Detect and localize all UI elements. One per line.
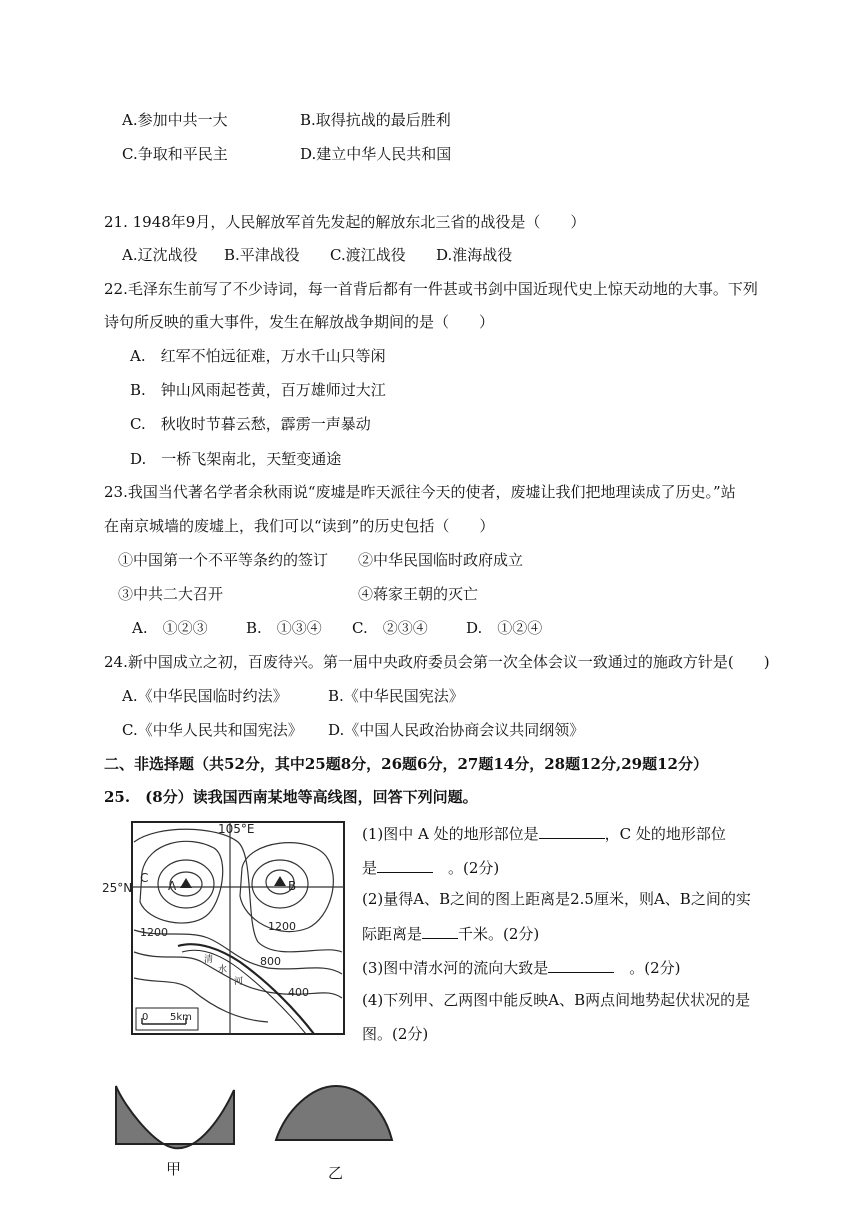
q23-item-1: ①中国第一个不平等条约的签订 <box>118 551 329 569</box>
q25-part2-line2 <box>362 922 539 944</box>
contour-label-400: 400 <box>288 986 309 999</box>
profile-yi <box>272 1080 398 1192</box>
q25-stem: 25. (8分）读我国西南某地等高线图，回答下列问题。 <box>104 788 478 806</box>
q25-part3 <box>362 956 681 978</box>
river-label-1: 清 <box>204 955 214 965</box>
q23-item-2: ②中华民国临时政府成立 <box>358 551 524 569</box>
q22-option-c: C. 秋收时节暮云愁，霹雳一声暴动 <box>130 415 371 433</box>
contour-map <box>102 812 354 1048</box>
q25-part1-line2 <box>362 856 499 878</box>
q25-p2-text-c: 千米。(2分) <box>458 925 540 943</box>
q24-option-c: C.《中华人民共和国宪法》 <box>122 721 303 739</box>
q25-part1-line1 <box>362 822 726 844</box>
q20-option-d: D.建立中华人民共和国 <box>300 145 452 163</box>
q23-item-4: ④蒋家王朝的灭亡 <box>358 585 479 603</box>
q22-option-b: B. 钟山风雨起苍黄，百万雄师过大江 <box>130 381 386 399</box>
q24-option-b: B.《中华民国宪法》 <box>328 687 464 705</box>
contour-label-1200-left: 1200 <box>140 926 168 939</box>
q25-p1-text-c: 是 <box>362 859 378 877</box>
q25-part2-line1: (2)量得A、B之间的图上距离是2.5厘米，则A、B之间的实 <box>362 890 751 908</box>
profile-jia-valley <box>116 1086 234 1148</box>
q21-option-d: D.淮海战役 <box>436 246 513 264</box>
longitude-label: 105°E <box>218 822 255 836</box>
q21-option-c: C.渡江战役 <box>330 246 406 264</box>
q23-option-d: D. ①②④ <box>466 619 543 637</box>
q20-option-c: C.争取和平民主 <box>122 145 228 163</box>
q22-option-d: D. 一桥飞架南北，天堑变通途 <box>130 450 342 468</box>
q21-option-a: A.辽沈战役 <box>122 246 198 264</box>
scale-label-5km: 5km <box>170 1012 192 1023</box>
q25-part4-line2: 图。(2分) <box>362 1025 429 1043</box>
q23-item-3: ③中共二大召开 <box>118 585 224 603</box>
q25-p1-text-b: ，C 处的地形部位 <box>604 825 726 843</box>
q25-part4-line1: (4)下列甲、乙两图中能反映A、B两点间地势起伏状况的是 <box>362 991 751 1009</box>
scale-label-0: 0 <box>142 1012 149 1023</box>
q24-option-a: A.《中华民国临时约法》 <box>122 687 288 705</box>
q25-p3-text-b: 。(2分) <box>629 959 681 977</box>
q25-p3-text-a: (3)图中清水河的流向大致是 <box>362 959 549 977</box>
contour-label-800: 800 <box>260 955 281 968</box>
point-a-label: A <box>168 879 177 893</box>
profile-jia-label: 甲 <box>166 1160 182 1178</box>
q22-option-a: A. 红军不怕远征难，万水千山只等闲 <box>130 347 386 365</box>
point-c-label: C <box>140 871 149 885</box>
section-2-heading: 二、非选择题（共52分，其中25题8分，26题6分，27题14分，28题12分,29题12分） <box>104 755 708 773</box>
q24-stem: 24.新中国成立之初，百废待兴。第一届中央政府委员会第一次全体会议一致通过的施政方针是( ) <box>104 653 770 671</box>
q20-option-a: A.参加中共一大 <box>122 111 228 129</box>
q21-stem: 21. 1948年9月，人民解放军首先发起的解放东北三省的战役是（ ） <box>104 213 586 231</box>
q25-p1-text-a: (1)图中 A 处的地形部位是 <box>362 825 539 843</box>
q23-stem-line2: 在南京城墙的废墟上，我们可以“读到”的历史包括（ ） <box>104 517 495 535</box>
q23-stem-line1: 23.我国当代著名学者余秋雨说“废墟是昨天派往今天的使者，废墟让我们把地理读成了历史。”站 <box>104 483 736 501</box>
latitude-label: 25°N <box>102 881 133 895</box>
answer-blank <box>548 956 614 973</box>
point-b-label: B <box>288 879 297 893</box>
q25-p1-text-d: 。(2分) <box>448 859 500 877</box>
river-label-2: 水 <box>218 965 228 975</box>
q24-option-d: D.《中国人民政治协商会议共同纲领》 <box>328 721 585 739</box>
q23-option-a: A. ①②③ <box>132 619 208 637</box>
river-label-3: 河 <box>234 977 244 987</box>
q23-option-c: C. ②③④ <box>352 619 428 637</box>
q22-stem-line1: 22.毛泽东生前写了不少诗词，每一首背后都有一件甚或书剑中国近现代史上惊天动地的大事。下列 <box>104 280 758 298</box>
answer-blank <box>539 822 605 839</box>
answer-blank <box>422 922 458 939</box>
profile-yi-hill <box>276 1086 392 1140</box>
profile-jia <box>112 1082 238 1186</box>
contour-label-1200-right: 1200 <box>268 920 296 933</box>
q21-option-b: B.平津战役 <box>224 246 300 264</box>
answer-blank <box>377 856 433 873</box>
q23-option-b: B. ①③④ <box>246 619 322 637</box>
q25-p2-text-b: 际距离是 <box>362 925 423 943</box>
q22-stem-line2: 诗句所反映的重大事件，发生在解放战争期间的是（ ） <box>104 313 495 331</box>
q20-option-b: B.取得抗战的最后胜利 <box>300 111 451 129</box>
profile-yi-label: 乙 <box>328 1164 344 1182</box>
